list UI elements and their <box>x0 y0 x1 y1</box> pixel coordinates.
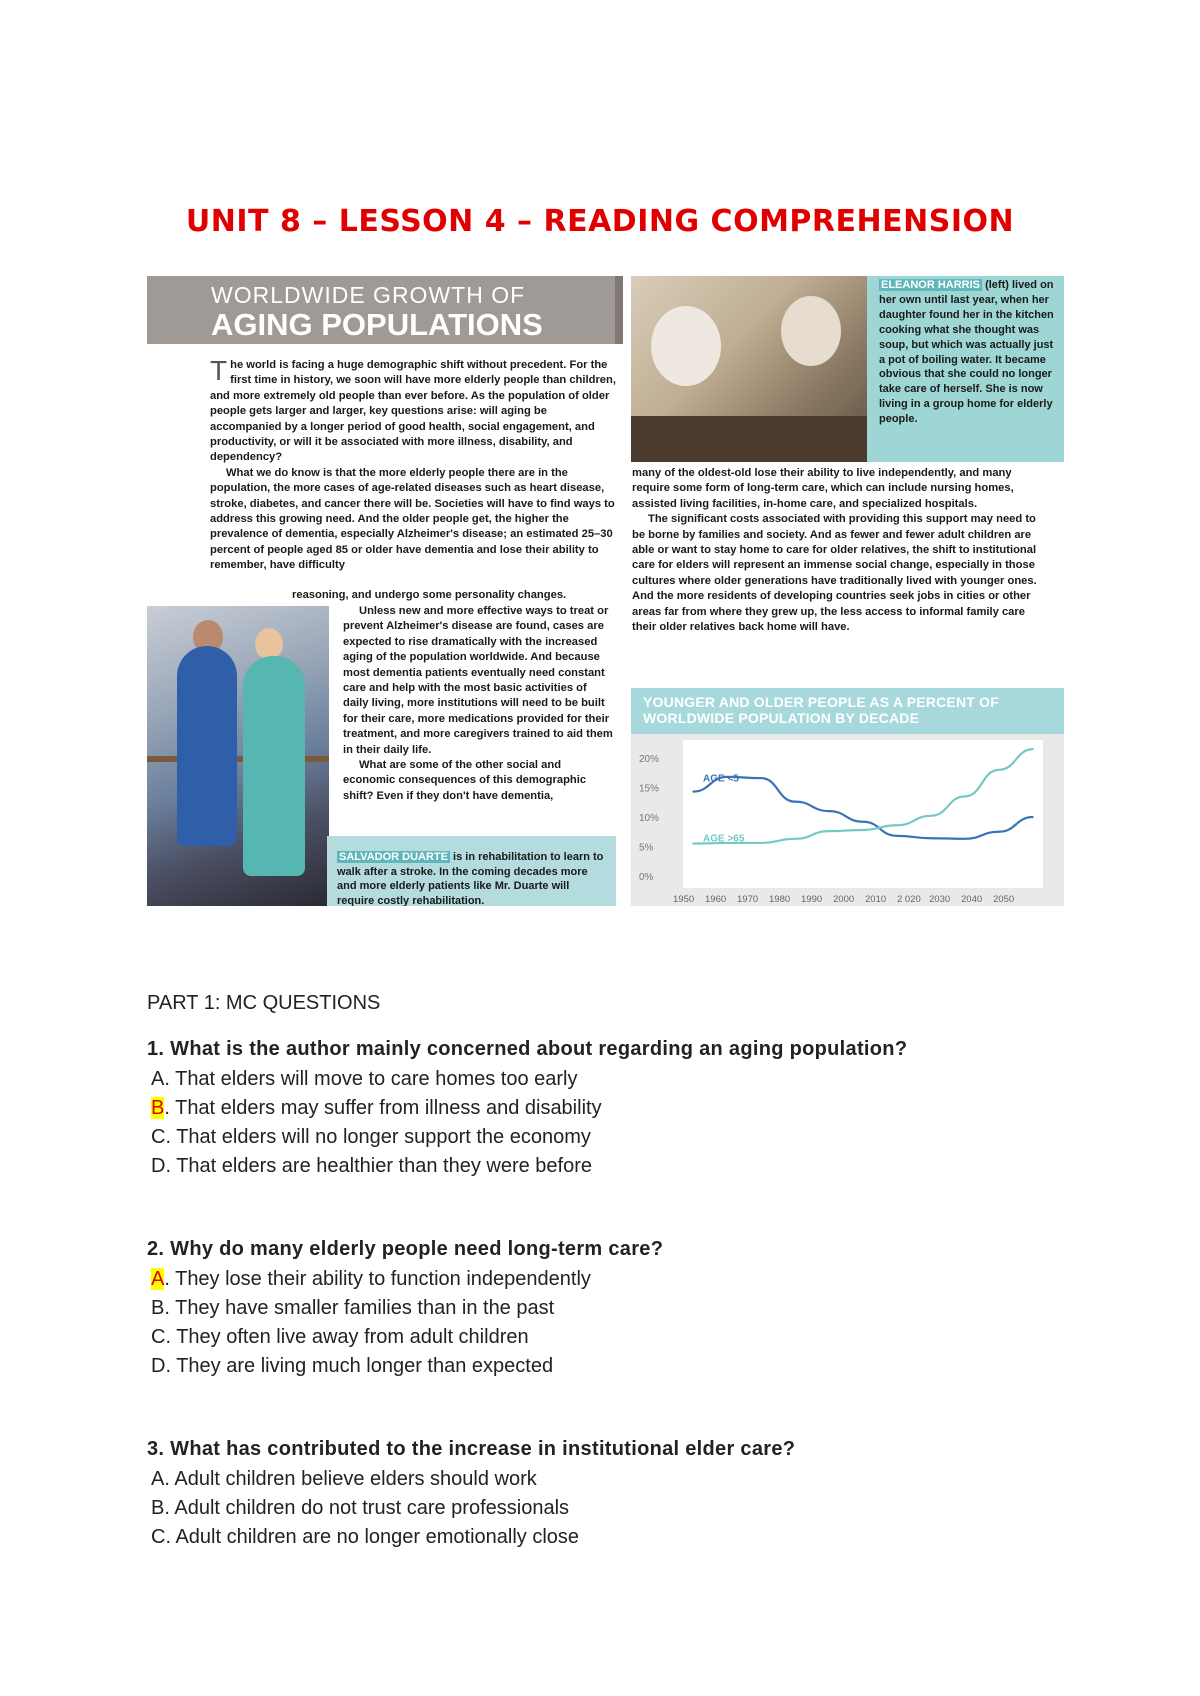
series-label: AGE >65 <box>703 833 745 845</box>
paragraph-2: What we do know is that the more elderly people there are in the population, the more cases of age-related diseases such as heart disease, stroke, diabetes, and cancer there will be. Societies will have to find ways to address this growing need. And the older people get, the higher the prevalence of dementia, especially Alzheimer's disease; an estimated 25–30 percent of people aged 85 or older have dementia and lose their ability to remember, have difficulty <box>210 466 615 572</box>
answer-text: . Adult children do not trust care professionals <box>164 1497 570 1519</box>
answer-letter: B <box>151 1497 165 1519</box>
question-1 <box>147 1038 907 1181</box>
answer-letter: C <box>151 1126 166 1148</box>
answer-letter: A <box>151 1068 165 1090</box>
page-title: UNIT 8 – LESSON 4 – READING COMPREHENSION <box>185 204 1015 239</box>
answer-option <box>147 1152 907 1181</box>
question-title: 3. What has contributed to the increase in institutional elder care? <box>147 1438 796 1460</box>
x-tick-label: 1990 <box>801 894 823 905</box>
answer-letter: D <box>151 1355 166 1377</box>
paragraph-6: The significant costs associated with providing this support may need to be borne by families and society. And as fewer and fewer adult children are able or want to stay home to care for older relatives, the shift to institutional care for elders will represent an immense social change, especially in those cultures where older generations have traditionally lived with younger ones. And the more residents of developing countries seek jobs in cities or other areas far from where they grew up, the less access to informal family care their older relatives back home will have. <box>632 513 1037 634</box>
rehab-photo <box>147 606 329 906</box>
data-point <box>862 829 864 831</box>
data-point <box>998 831 1000 833</box>
data-point <box>794 801 796 803</box>
data-point <box>760 842 762 844</box>
y-tick-label: 5% <box>639 842 654 854</box>
elders-photo <box>631 276 867 462</box>
article-column-left-lower <box>343 604 615 804</box>
answer-letter: D <box>151 1155 166 1177</box>
eleanor-text: (left) lived on her own until last year, when her daughter found her in the kitchen cooking what she thought was soup, but which was actually just a pot of boiling water. It became obvious that she could no longer take care of herself. She is now living in a group home for elderly people. <box>879 279 1054 426</box>
answer-text: . That elders may suffer from illness and disability <box>164 1097 602 1119</box>
eleanor-caption <box>867 276 1064 462</box>
series-label: AGE <5 <box>703 773 739 785</box>
answer-text: . They are living much longer than expected <box>165 1355 554 1377</box>
article-heading-line1: WORLDWIDE GROWTH OF <box>211 282 526 308</box>
article-column-right <box>632 466 1052 635</box>
data-point <box>760 777 762 779</box>
x-tick-label: 2050 <box>993 894 1015 905</box>
heading-accent-bar <box>615 276 623 344</box>
answer-text: . They have smaller families than in the past <box>164 1297 555 1319</box>
x-tick-label: 2010 <box>865 894 887 905</box>
y-tick-label: 20% <box>639 754 660 765</box>
answer-option <box>147 1094 907 1123</box>
table <box>631 416 867 462</box>
dropcap: T <box>210 355 228 386</box>
answer-text: . Adult children are no longer emotionally close <box>165 1526 580 1548</box>
question-title: 2. Why do many elderly people need long-term care? <box>147 1238 664 1260</box>
answer-letter-highlighted: B <box>151 1097 165 1119</box>
x-tick-label: 2030 <box>929 894 951 905</box>
data-point <box>896 824 898 826</box>
question-title: 1. What is the author mainly concerned about regarding an aging population? <box>147 1038 908 1060</box>
x-tick-label: 1980 <box>769 894 791 905</box>
article-heading <box>147 276 615 344</box>
answer-option <box>147 1352 663 1381</box>
x-tick-label: 1960 <box>705 894 727 905</box>
data-point <box>828 830 830 832</box>
question-2 <box>147 1238 663 1381</box>
x-tick-label: 2040 <box>961 894 983 905</box>
answer-option <box>147 1494 795 1523</box>
answer-text: . They often live away from adult children <box>165 1326 529 1348</box>
answer-letter: C <box>151 1326 166 1348</box>
paragraph-2-end: reasoning, and undergo some personality changes. <box>292 589 567 601</box>
part-1-section <box>147 992 380 1019</box>
x-tick-label: 1950 <box>673 894 695 905</box>
answer-option <box>147 1294 663 1323</box>
elder-woman-1 <box>651 306 721 386</box>
paragraph-4: What are some of the other social and economic consequences of this demographic shift? Even if they don't have dementia, <box>343 759 587 802</box>
part-1-title: PART 1: MC QUESTIONS <box>147 992 381 1014</box>
answer-letter: B <box>151 1297 165 1319</box>
data-point <box>1032 816 1034 818</box>
plot-area <box>683 740 1043 888</box>
y-tick-label: 10% <box>639 813 660 824</box>
salvador-text: is in rehabilitation to learn to walk after a stroke. In the coming decades more and more elderly patients like Mr. Duarte will require costly rehabilitation. <box>337 851 604 906</box>
x-tick-label: 2000 <box>833 894 855 905</box>
data-point <box>692 843 694 845</box>
answer-letter: A <box>151 1468 165 1490</box>
data-point <box>964 838 966 840</box>
answer-text: . That elders will move to care homes too early <box>164 1068 578 1090</box>
data-point <box>794 838 796 840</box>
salvador-caption <box>327 836 616 906</box>
population-chart <box>631 688 1064 906</box>
data-point <box>998 769 1000 771</box>
data-point <box>964 796 966 798</box>
answer-letter: C <box>151 1526 166 1548</box>
answer-letter-highlighted: A <box>151 1268 165 1290</box>
nurse-figure <box>243 656 305 876</box>
data-point <box>692 791 694 793</box>
data-point <box>896 835 898 837</box>
data-point <box>862 821 864 823</box>
data-point <box>1032 748 1034 750</box>
question-3 <box>147 1438 795 1552</box>
chart-plot <box>631 734 1064 906</box>
chart-title: YOUNGER AND OLDER PEOPLE AS A PERCENT OF WORLDWIDE POPULATION BY DECADE <box>631 688 1064 734</box>
answer-text: . That elders will no longer support the economy <box>165 1126 591 1148</box>
x-tick-label: 1970 <box>737 894 759 905</box>
elder-woman-2 <box>781 296 841 366</box>
answer-text: . That elders are healthier than they were before <box>165 1155 593 1177</box>
paragraph-3: Unless new and more effective ways to treat or prevent Alzheimer's disease are found, cases are expected to rise dramatically with the increased aging of the population worldwide. And because most dementia patients eventually need constant care and help with the most basic activities of daily living, more institutions will need to be built for their care, more medications provided for their treatment, and more caregivers trained to aid them in their daily life. <box>343 605 613 756</box>
answer-option <box>147 1123 907 1152</box>
article-image <box>147 276 1064 906</box>
paragraph-5: many of the oldest-old lose their ability to live independently, and many require some form of long-term care, which can include nursing homes, assisted living facilities, in-home care, and specialized hospitals. <box>632 467 1014 510</box>
eleanor-name: ELEANOR HARRIS <box>881 279 981 291</box>
answer-text: . They lose their ability to function independently <box>164 1268 591 1290</box>
answer-option <box>147 1523 795 1552</box>
answer-text: . Adult children believe elders should work <box>164 1468 537 1490</box>
answer-option <box>147 1065 907 1094</box>
data-point <box>828 810 830 812</box>
salvador-name: SALVADOR DUARTE <box>339 851 448 863</box>
answer-option <box>147 1323 663 1352</box>
y-tick-label: 0% <box>639 872 654 883</box>
y-tick-label: 15% <box>639 783 660 795</box>
answer-option <box>147 1265 663 1294</box>
answer-option <box>147 1465 795 1494</box>
data-point <box>930 837 932 839</box>
x-tick-label: 2 020 <box>897 894 921 905</box>
article-heading-line2: AGING POPULATIONS <box>211 307 543 342</box>
data-point <box>930 815 932 817</box>
article-column-left <box>210 355 616 574</box>
patient-figure <box>177 646 237 846</box>
paragraph-1: he world is facing a huge demographic shift without precedent. For the first time in history, we soon will have more elderly people than children, and more extremely old people than ever before. As the population of older people gets larger and larger, key questions arise: will aging be accompanied by a longer period of good health, social engagement, and productivity, or will it be associated with more illness, disability, and dependency? <box>210 359 616 464</box>
